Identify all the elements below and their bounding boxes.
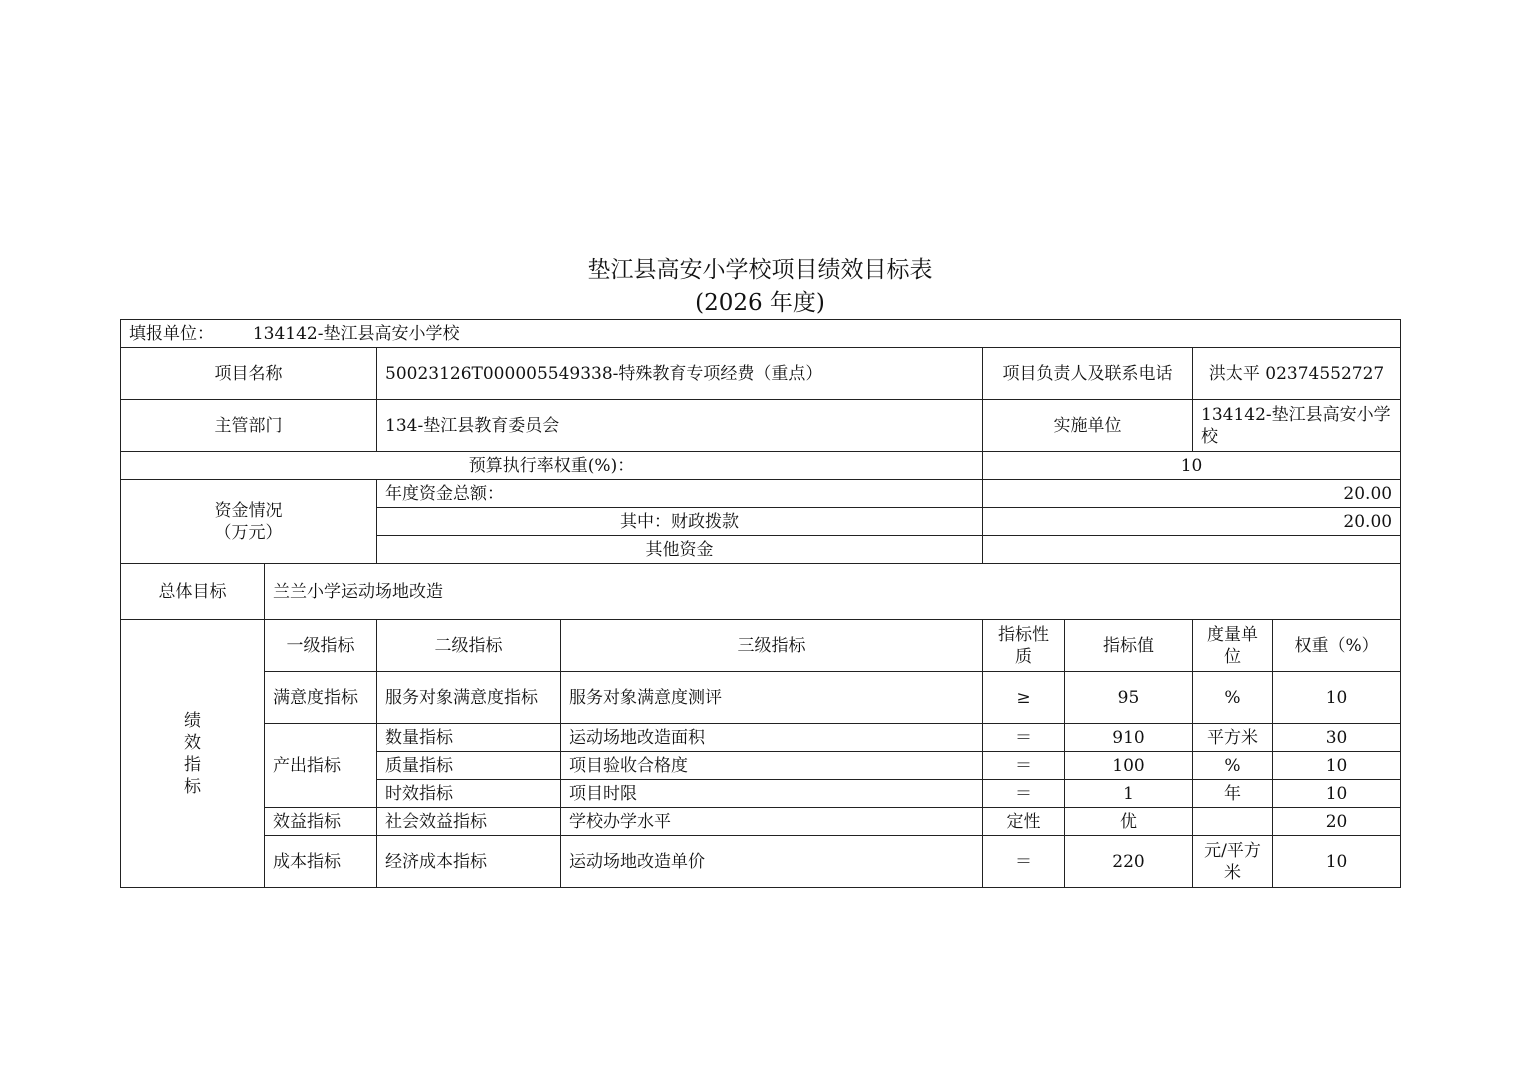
section-char: 绩 <box>184 710 201 731</box>
row-level3: 项目验收合格度 <box>561 752 983 780</box>
row-nature: 定性 <box>983 808 1065 836</box>
department-label: 主管部门 <box>121 400 377 452</box>
row-weight: 10 <box>1273 780 1401 808</box>
department-value: 134-垫江县教育委员会 <box>377 400 983 452</box>
budget-rate-value: 10 <box>983 452 1401 480</box>
unit-cell <box>121 320 1401 348</box>
row-level3: 运动场地改造面积 <box>561 724 983 752</box>
header-weight: 权重（%） <box>1273 620 1401 672</box>
row-level2: 服务对象满意度指标 <box>377 672 561 724</box>
row-value: 优 <box>1065 808 1193 836</box>
funds-total-value: 20.00 <box>983 480 1401 508</box>
project-name-row <box>121 348 1401 400</box>
header-level1: 一级指标 <box>265 620 377 672</box>
title-line-2: (2026 年度) <box>695 290 825 316</box>
unit-row <box>121 320 1401 348</box>
row-weight: 10 <box>1273 672 1401 724</box>
department-row <box>121 400 1401 452</box>
row-weight: 10 <box>1273 836 1401 888</box>
indicator-row <box>121 836 1401 888</box>
section-char: 标 <box>184 776 201 797</box>
funds-label-line-2: （万元） <box>214 522 283 543</box>
row-weight: 20 <box>1273 808 1401 836</box>
overall-goal-label: 总体目标 <box>121 564 265 620</box>
row-unit <box>1193 808 1273 836</box>
row-value: 1 <box>1065 780 1193 808</box>
row-level3: 服务对象满意度测评 <box>561 672 983 724</box>
row-unit: % <box>1193 672 1273 724</box>
row-level2: 社会效益指标 <box>377 808 561 836</box>
section-char: 效 <box>184 732 201 753</box>
project-contact-label: 项目负责人及联系电话 <box>983 348 1193 400</box>
row-level1: 效益指标 <box>265 808 377 836</box>
row-unit: 年 <box>1193 780 1273 808</box>
row-value: 100 <box>1065 752 1193 780</box>
row-value: 220 <box>1065 836 1193 888</box>
header-nature: 指标性质 <box>983 620 1065 672</box>
project-name-value: 50023126T000005549338-特殊教育专项经费（重点） <box>377 348 983 400</box>
funds-fiscal-value: 20.00 <box>983 508 1401 536</box>
row-value: 95 <box>1065 672 1193 724</box>
funds-total-label: 年度资金总额： <box>377 480 983 508</box>
row-nature: ＝ <box>983 836 1065 888</box>
row-level3: 运动场地改造单价 <box>561 836 983 888</box>
section-char: 指 <box>184 754 201 775</box>
row-value: 910 <box>1065 724 1193 752</box>
implementer-label: 实施单位 <box>983 400 1193 452</box>
document-title <box>0 254 1520 320</box>
row-level3: 学校办学水平 <box>561 808 983 836</box>
row-weight: 30 <box>1273 724 1401 752</box>
unit-value: 134142-垫江县高安小学校 <box>252 323 460 344</box>
project-name-label: 项目名称 <box>121 348 377 400</box>
row-level1: 满意度指标 <box>265 672 377 724</box>
row-unit: 元/平方米 <box>1193 836 1273 888</box>
performance-target-table <box>120 319 1401 888</box>
indicator-section-label <box>121 620 265 888</box>
row-nature: ≥ <box>983 672 1065 724</box>
row-level2: 经济成本指标 <box>377 836 561 888</box>
row-level1: 成本指标 <box>265 836 377 888</box>
funds-label <box>121 480 377 564</box>
row-unit: % <box>1193 752 1273 780</box>
funds-fiscal-label: 其中：财政拨款 <box>377 508 983 536</box>
indicator-row <box>121 808 1401 836</box>
project-contact-value: 洪太平 02374552727 <box>1193 348 1401 400</box>
row-level2: 数量指标 <box>377 724 561 752</box>
header-level2: 二级指标 <box>377 620 561 672</box>
implementer-value: 134142-垫江县高安小学校 <box>1193 400 1401 452</box>
row-level1: 产出指标 <box>265 724 377 808</box>
header-value: 指标值 <box>1065 620 1193 672</box>
row-level3: 项目时限 <box>561 780 983 808</box>
row-level2: 时效指标 <box>377 780 561 808</box>
row-nature: ＝ <box>983 780 1065 808</box>
row-nature: ＝ <box>983 752 1065 780</box>
funds-label-line-1: 资金情况 <box>214 500 283 521</box>
unit-label: 填报单位： <box>129 323 214 344</box>
funds-total-row <box>121 480 1401 508</box>
header-unit: 度量单位 <box>1193 620 1273 672</box>
row-unit: 平方米 <box>1193 724 1273 752</box>
title-line-1: 垫江县高安小学校项目绩效目标表 <box>587 257 933 283</box>
budget-rate-row <box>121 452 1401 480</box>
header-level3: 三级指标 <box>561 620 983 672</box>
funds-other-value <box>983 536 1401 564</box>
row-nature: ＝ <box>983 724 1065 752</box>
indicator-row <box>121 724 1401 752</box>
overall-goal-row <box>121 564 1401 620</box>
row-weight: 10 <box>1273 752 1401 780</box>
funds-other-label: 其他资金 <box>377 536 983 564</box>
indicator-row <box>121 672 1401 724</box>
row-level2: 质量指标 <box>377 752 561 780</box>
budget-rate-label: 预算执行率权重(%)： <box>121 452 983 480</box>
indicator-header-row <box>121 620 1401 672</box>
overall-goal-value: 兰兰小学运动场地改造 <box>265 564 1401 620</box>
